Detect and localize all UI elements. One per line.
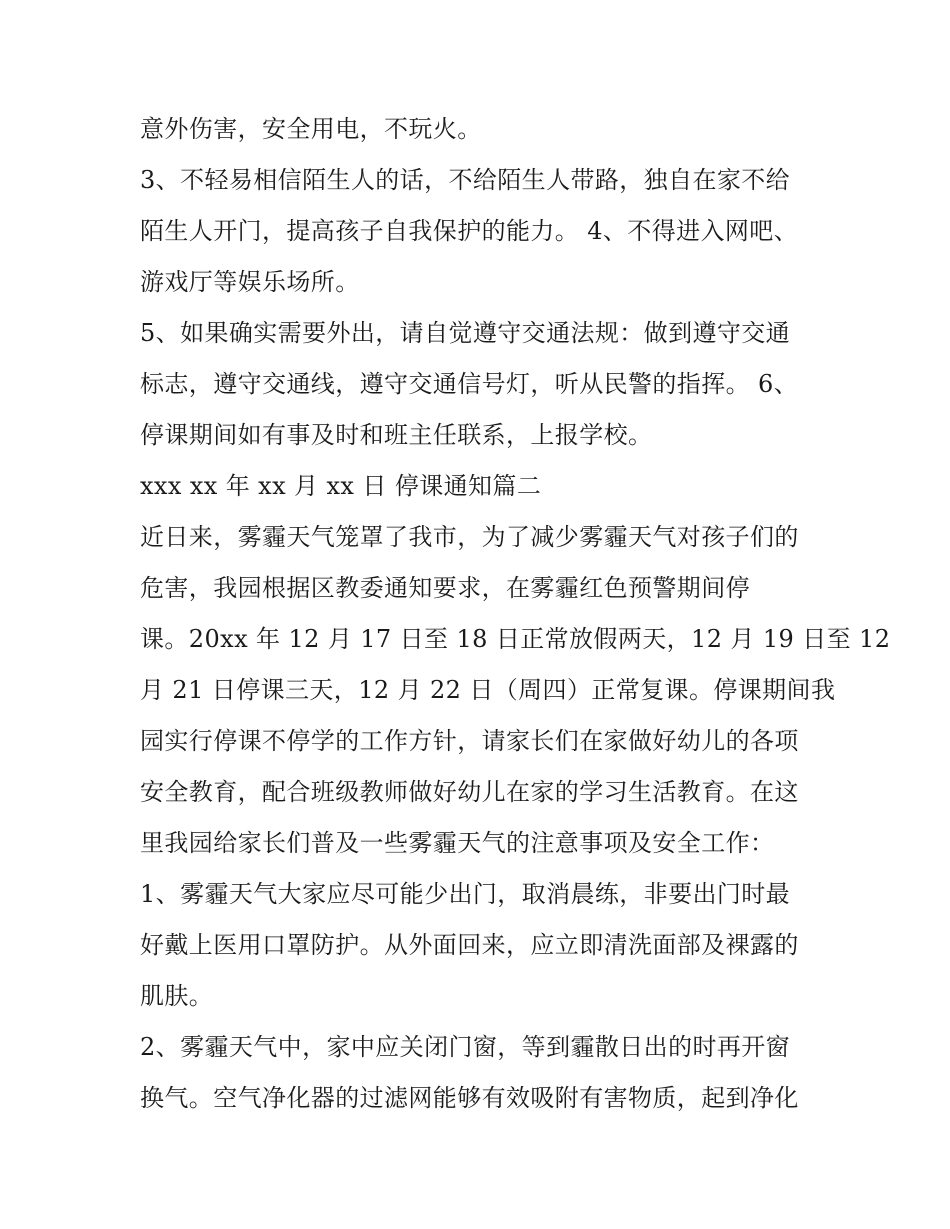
text-line: 好戴上医用口罩防护。从外面回来，应立即清洗面部及裸露的 [140,931,799,959]
text-line: 肌肤。 [140,982,214,1010]
text-line: 标志，遵守交通线，遵守交通信号灯，听从民警的指挥。 6、 [140,370,799,398]
text-line: 课。20xx 年 12 月 17 日至 18 日正常放假两天，12 月 19 日至 12 [140,625,891,653]
text-line: 陌生人开门，提高孩子自我保护的能力。 4、不得进入网吧、 [140,217,799,245]
text-line: 换气。空气净化器的过滤网能够有效吸附有害物质，起到净化 [140,1084,799,1112]
text-line: 安全教育，配合班级教师做好幼儿在家的学习生活教育。在这 [140,778,799,806]
text-line: 1、雾霾天气大家应尽可能少出门，取消晨练，非要出门时最 [140,880,791,908]
text-line: 5、如果确实需要外出，请自觉遵守交通法规：做到遵守交通 [140,319,791,347]
text-line: 意外伤害，安全用电，不玩火。 [140,115,482,143]
text-line: 游戏厅等娱乐场所。 [140,268,360,296]
section-heading: xxx xx 年 xx 月 xx 日 停课通知篇二 [140,472,542,500]
text-line: 3、不轻易相信陌生人的话，不给陌生人带路，独自在家不给 [140,166,791,194]
text-line: 停课期间如有事及时和班主任联系，上报学校。 [140,421,653,449]
text-line: 月 21 日停课三天，12 月 22 日（周四）正常复课。停课期间我 [140,676,836,704]
text-line: 2、雾霾天气中，家中应关闭门窗，等到霾散日出的时再开窗 [140,1033,791,1061]
text-line: 里我园给家长们普及一些雾霾天气的注意事项及安全工作： [140,829,775,857]
text-line: 近日来，雾霾天气笼罩了我市，为了减少雾霾天气对孩子们的 [140,523,799,551]
text-line: 园实行停课不停学的工作方针，请家长们在家做好幼儿的各项 [140,727,799,755]
text-line: 危害，我园根据区教委通知要求，在雾霾红色预警期间停 [140,574,750,602]
